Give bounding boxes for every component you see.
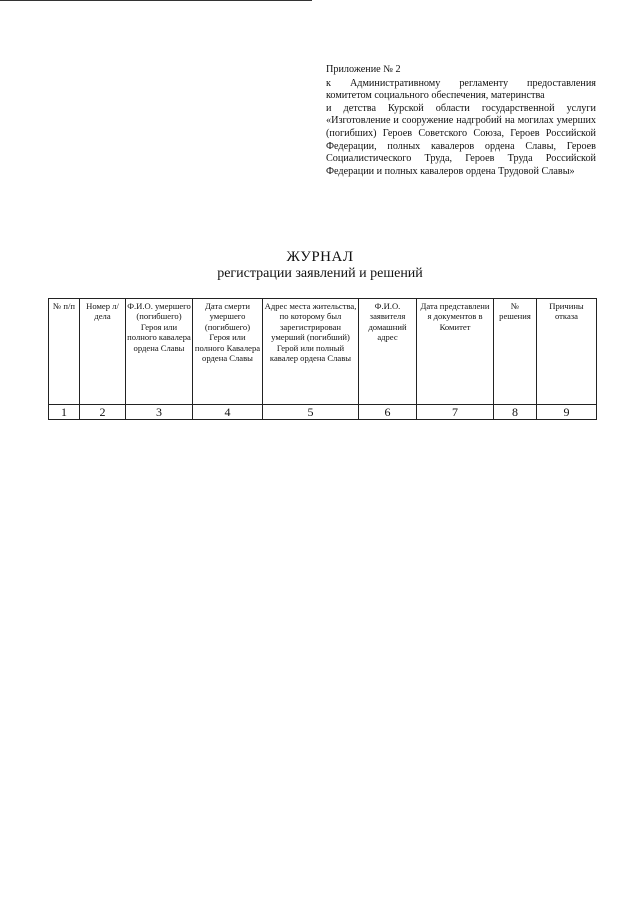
- header-cell-address: Адрес места жительства, по которому был зарегистрирован умерший (погибший) Герой или полный кавалер ордена Славы: [263, 299, 359, 405]
- column-number-cell: 5: [263, 405, 359, 420]
- appendix-line-1: к Административному регламенту предоставления: [326, 77, 596, 89]
- header-cell-decision-number: № решения: [494, 299, 537, 405]
- table-header-row: [49, 299, 597, 405]
- column-number-cell: 9: [537, 405, 597, 420]
- header-cell-applicant: Ф.И.О. заявителя домашний адрес: [359, 299, 417, 405]
- appendix-line-3: и детства Курской области государственной услуги: [326, 102, 596, 114]
- appendix-block: [326, 64, 596, 178]
- table-number-row: [49, 405, 597, 420]
- appendix-service-name: «Изготовление и сооружение надгробий на могилах умерших (погибших) Героев Советского Союза, Героев Российской Федерации, полных кавалеров ордена Славы, Героев Социалистического Труда, Героев Труда Российской Федерации и полных кавалеров ордена Трудовой Славы»: [326, 115, 596, 177]
- column-number-cell: 3: [126, 405, 193, 420]
- column-number-cell: 2: [80, 405, 126, 420]
- column-number-cell: 7: [417, 405, 494, 420]
- header-cell-number: № п/п: [49, 299, 80, 405]
- journal-title: ЖУРНАЛ: [286, 249, 354, 265]
- header-cell-file-number: Номер л/дела: [80, 299, 126, 405]
- header-cell-refusal-reasons: Причины отказа: [537, 299, 597, 405]
- column-number-cell: 6: [359, 405, 417, 420]
- appendix-title: Приложение № 2: [326, 64, 401, 75]
- registration-table: [48, 298, 597, 420]
- header-cell-death-date: Дата смерти умершего (погибшего) Героя или полного Кавалера ордена Славы: [193, 299, 263, 405]
- appendix-line-2: комитетом социального обеспечения, материнства: [326, 90, 545, 102]
- column-number-cell: 4: [193, 405, 263, 420]
- journal-subtitle: регистрации заявлений и решений: [217, 266, 423, 281]
- header-cell-deceased-name: Ф.И.О. умершего (погибшего) Героя или полного кавалера ордена Славы: [126, 299, 193, 405]
- header-cell-submission-date: Дата представлени я документов в Комитет: [417, 299, 494, 405]
- top-rule: [0, 0, 312, 1]
- column-number-cell: 8: [494, 405, 537, 420]
- column-number-cell: 1: [49, 405, 80, 420]
